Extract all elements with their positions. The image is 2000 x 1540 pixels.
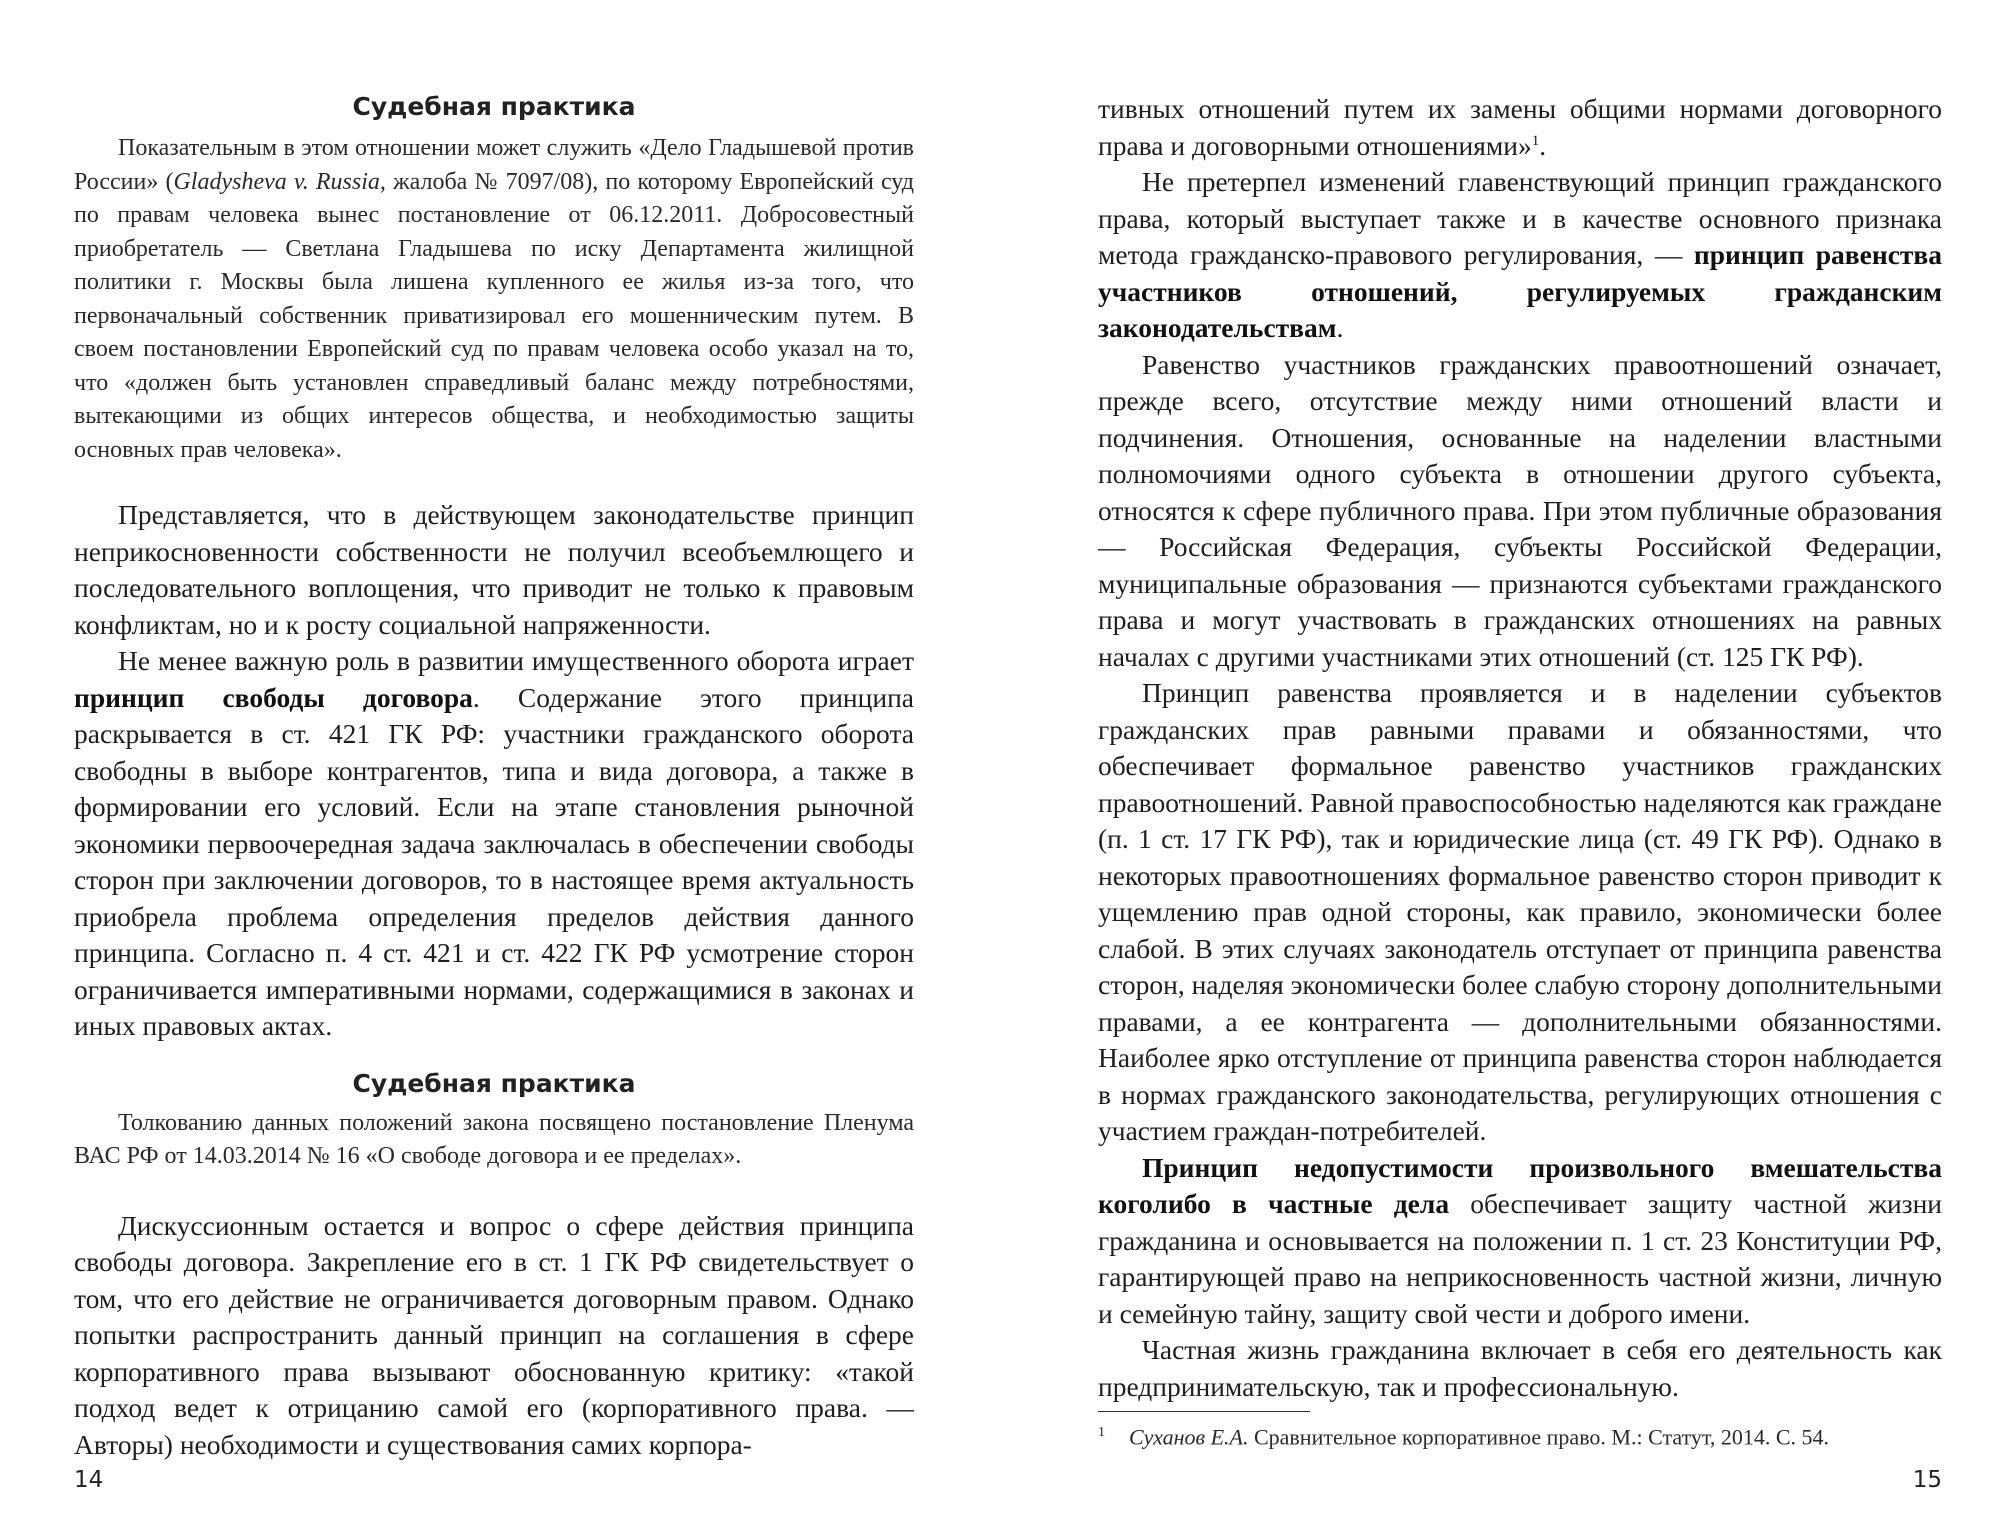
case-name: Gladysheva v. Russia (173, 168, 380, 195)
footnote-author: Суханов Е.А. (1129, 1424, 1249, 1450)
text-run: . (1336, 312, 1344, 343)
judicial-practice-heading: Судебная практика (352, 1068, 636, 1098)
footnote-mark: 1 (1098, 1425, 1105, 1440)
page-number: 15 (1912, 1467, 1942, 1493)
text-run: . (1539, 129, 1547, 161)
body-paragraph: Частная жизнь гражданина включает в себя его деятельность как предпринимательскую, так и профессиональную. (1098, 1334, 1942, 1402)
text-run: тивных отношений путем их замены общими нормами договорного права и договорными отношениями» (1098, 93, 1942, 161)
text-run: Не претерпел изменений главенствующий принцип гражданского права, который выступает также и в качестве основного признака метода гражданско-правового регулирования, — (1098, 166, 1942, 270)
right-page (1098, 0, 1942, 1540)
footnote-text: Сравнительное корпоративное право. М.: Статут, 2014. С. 54. (1248, 1424, 1830, 1450)
judicial-practice-heading: Судебная практика (352, 92, 636, 121)
body-paragraph: Дискуссионным остается и вопрос о сфере действия принципа свободы договора. Закрепление его в ст. 1 ГК РФ свидетельствует о том, что его действие не ограничивается договорным правом. Однако попытки распространить данный принцип на соглашения в сфере корпоративного права вызывают обоснованную критику: «такой подход ведет к отрицанию самой его (корпоративного права. — Авторы) необходимости и существования самих корпора- (74, 1209, 914, 1460)
left-page (74, 0, 914, 1540)
text-run: обеспечивает защиту частной жизни гражданина и основывается на положении п. 1 ст. 23 Конституции РФ, гарантирующей право на неприкосновенность частной жизни, личную и семейную тайну, защиту свой чести и доброго имени. (1098, 1188, 1942, 1329)
body-paragraph (1098, 91, 1942, 164)
page-number: 14 (74, 1467, 104, 1493)
judicial-practice-text (74, 132, 914, 467)
body-paragraph: Равенство участников гражданских правоотношений означает, прежде всего, отсутствие между ними отношений власти и подчинения. Отношения, основанные на наделении властными полномочиями одного субъекта в отношении другого субъекта, относятся к сфере публичного права. При этом публичные образования — Российская Федерация, субъекты Российской Федерации, муниципальные образования — признаются субъектами гражданского права и могут участвовать в гражданских отношениях на равных началах с другими участниками этих отношений (ст. 125 ГК РФ). (1098, 348, 1942, 672)
text-run: Не менее важную роль в развитии имущественного оборота играет (118, 645, 914, 676)
body-paragraph: Представляется, что в действующем законодательстве принцип неприкосновенности собственности не получил всеобъемлющего и последовательного воплощения, что приводит не только к правовым конфликтам, но и к росту социальной напряженности. (74, 499, 914, 640)
bold-term: Принцип недопустимости произвольного вмешательства коголибо в частные дела (1098, 1151, 1942, 1219)
footnote (1098, 1418, 1942, 1452)
body-paragraph (1098, 1150, 1942, 1333)
footnote-reference[interactable]: 1 (1531, 132, 1540, 149)
body-paragraph: Принцип равенства проявляется и в наделении субъектов гражданских прав равными правами и обязанностями, что обеспечивает формальное равенство участников гражданских правоотношений. Равной правоспособностью наделяются как граждане (п. 1 ст. 17 ГК РФ), так и юридические лица (ст. 49 ГК РФ). Однако в некоторых правоотношениях формальное равенство сторон приводит к ущемлению прав одной стороны, как правило, экономически более слабой. В этих случаях законодатель отступает от принципа равенства сторон, наделяя экономически более слабую сторону дополнительными правами, а ее контрагента — дополнительными обязанностями. Наиболее ярко отступление от принципа равенства сторон наблюдается в нормах гражданского законодательства, регулирующих отношения с участием граждан-потребителей. (1098, 677, 1942, 1146)
bold-term: принцип равенства участников отношений, регулируемых гражданским законодательствам (1098, 239, 1943, 343)
footnote-divider (1098, 1411, 1310, 1412)
practice-text-part: Показательным в этом отношении может служить «Дело Гладышевой против России» (Gladysheva v. Russia, жалоба № 7097/08), по которому Европейский суд по правам человека вынес постановление от 06.12.2011. Добросовестный приобретатель — Светлана Гладышева по иску Департамента жилищной политики г. Москвы была лишена купленного ее жилья из-за того, что первоначальный собственник приватизировал его мошенническим путем. В своем постановлении Европейский суд по правам человека особо указал на то, что «должен быть установлен справедливый баланс между потребностями, вытекающими из общих интересов общества, и необходимостью защиты основных прав человека». (74, 135, 914, 463)
judicial-practice-text: Толкованию данных положений закона посвящено постановление Пленума ВАС РФ от 14.03.2014 № 16 «О свободе договора и ее пределах». (74, 1109, 914, 1169)
text-run: . Содержание этого принципа раскрывается в ст. 421 ГК РФ: участники гражданского оборота свободны в выборе контрагентов, типа и вида договора, а также в формировании его условий. Если на этапе становления рыночной экономики первоочередная задача заключалась в обеспечении свободы сторон при заключении договоров, то в настоящее время актуальность приобрела проблема определения пределов действия данного принципа. Согласно п. 4 ст. 421 и ст. 422 ГК РФ усмотрение сторон ограничивается императивными нормами, содержащимися в законах и иных правовых актах. (74, 681, 914, 1041)
body-paragraph (74, 643, 914, 1045)
body-paragraph (1098, 164, 1942, 347)
bold-term: принцип свободы договора (74, 681, 473, 713)
